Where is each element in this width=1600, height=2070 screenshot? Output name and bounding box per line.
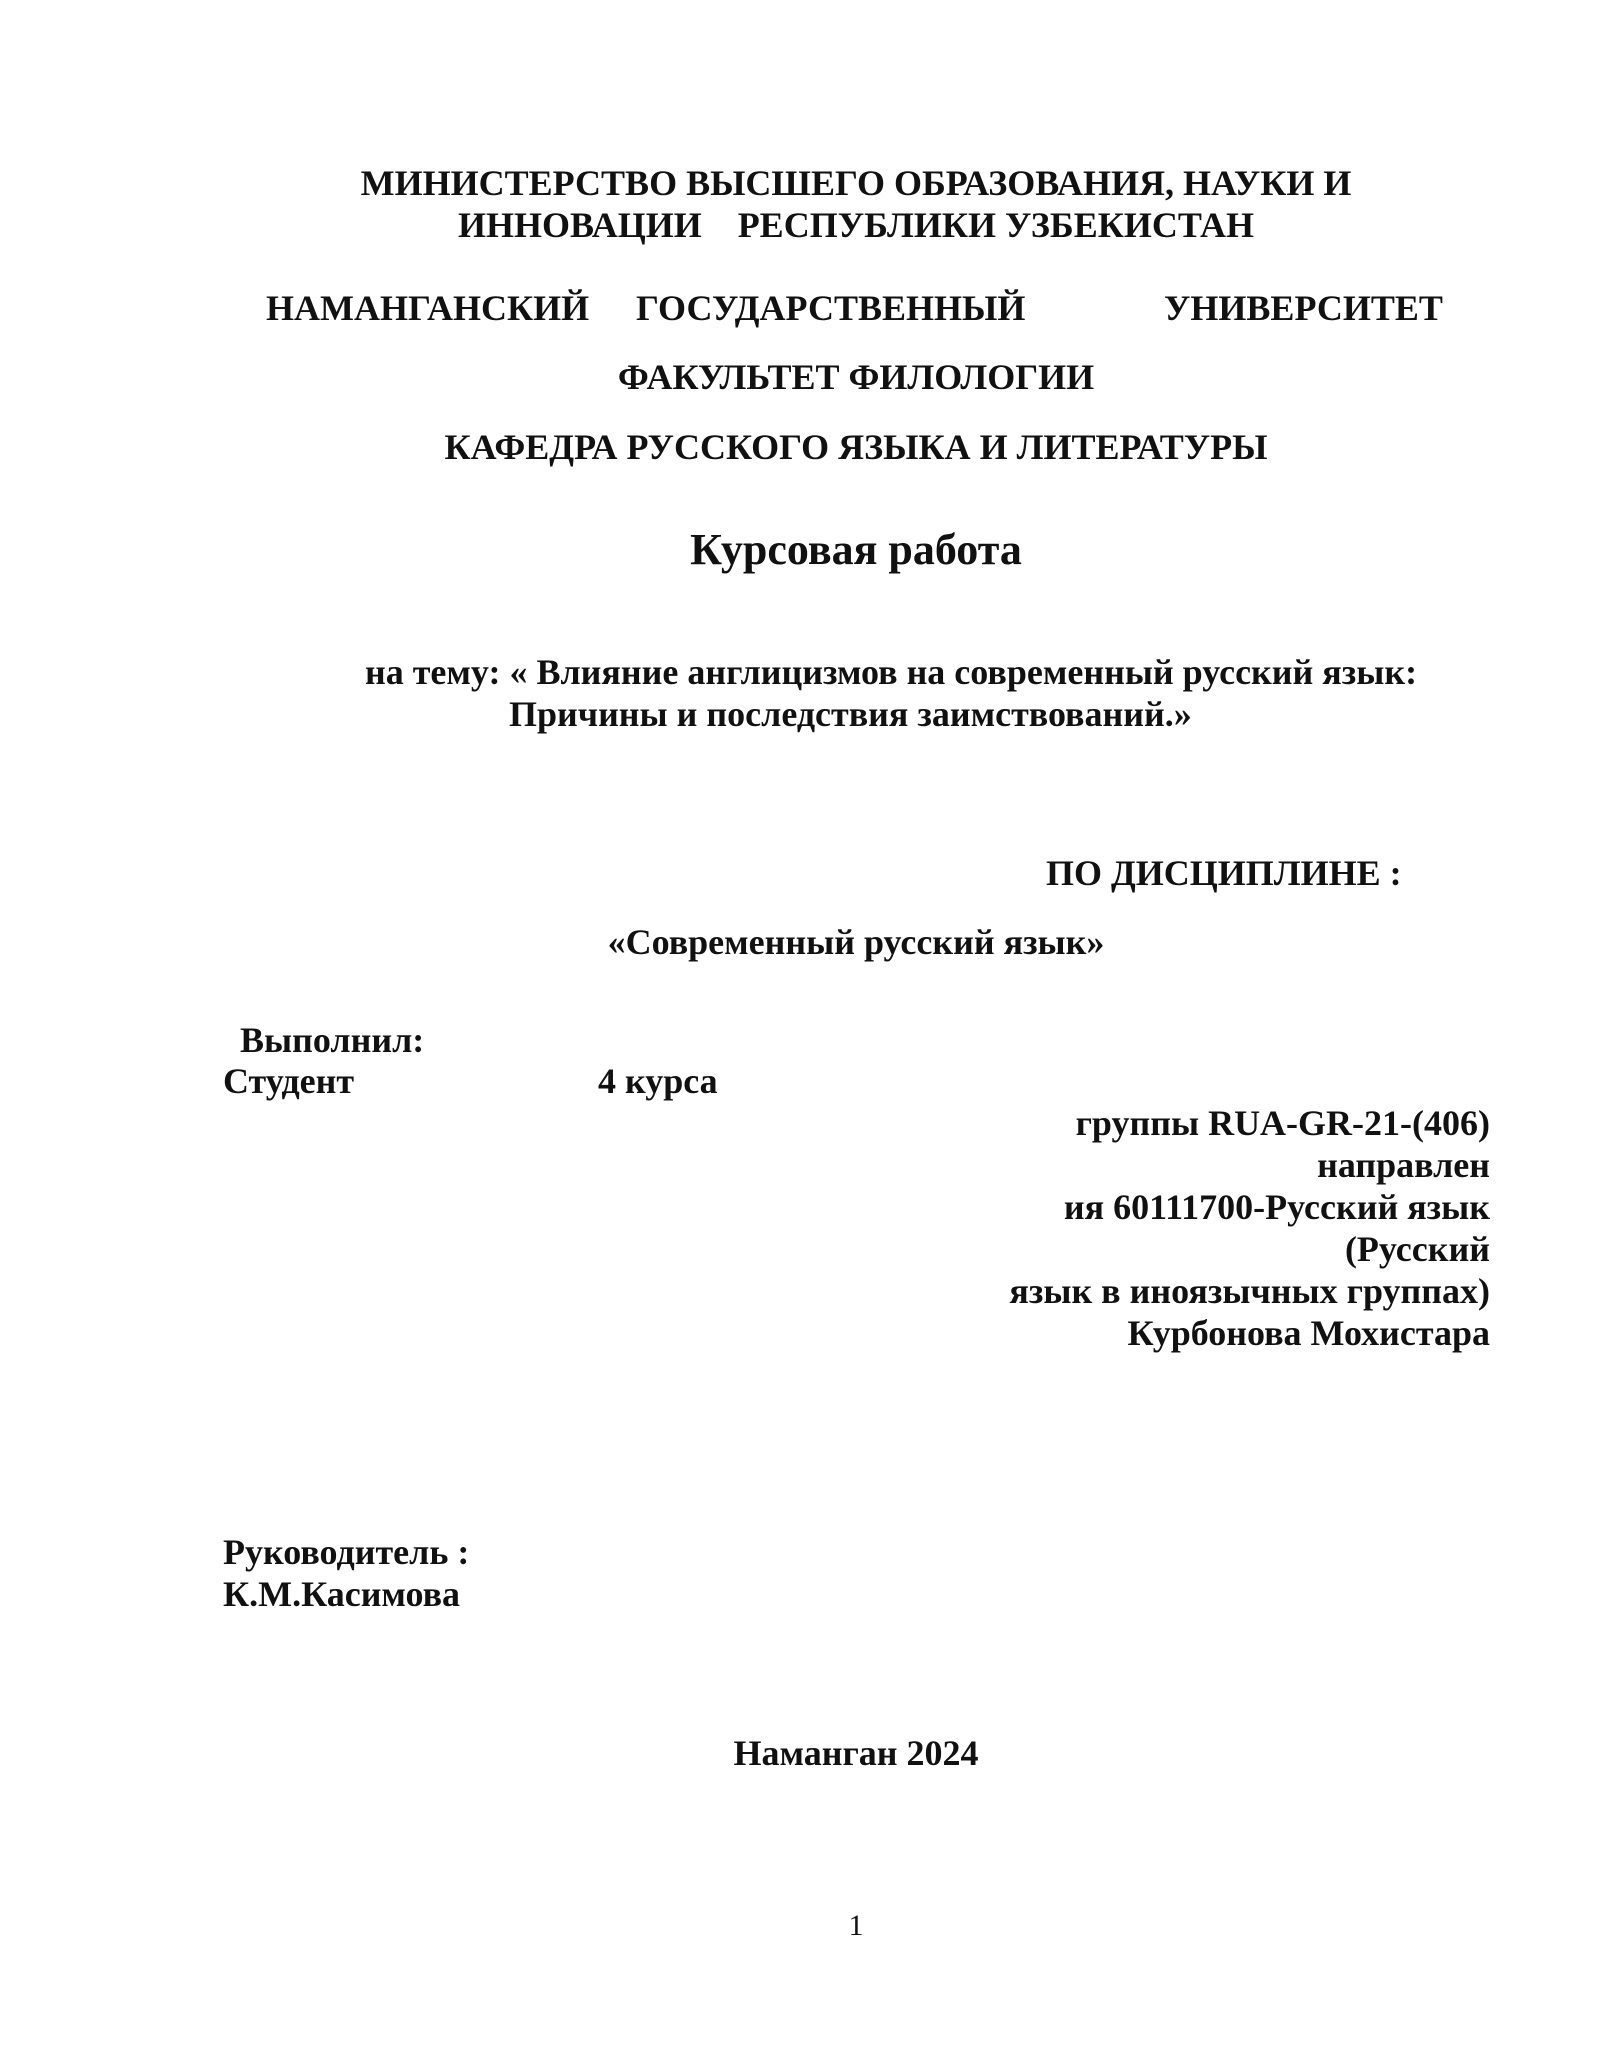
university-name-part-3: УНИВЕРСИТЕТ — [1164, 288, 1443, 328]
department-name: КАФЕДРА РУССКОГО ЯЗЫКА И ЛИТЕРАТУРЫ — [444, 427, 1268, 467]
university-name-part-2: ГОСУДАРСТВЕННЫЙ — [636, 288, 1026, 328]
direction-line-1: направлен — [1317, 1145, 1490, 1185]
city-year: Наманган 2024 — [733, 1733, 979, 1773]
topic-line-2: Причины и последствия заимствований.» — [509, 694, 1192, 734]
student-course: 4 курса — [598, 1061, 718, 1101]
direction-line-4: язык в иноязычных группах) — [1009, 1271, 1490, 1311]
direction-line-3: (Русский — [1344, 1229, 1490, 1269]
ministry-line-2: ИННОВАЦИИ РЕСПУБЛИКИ УЗБЕКИСТАН — [457, 205, 1255, 245]
supervisor-label: Руководитель : — [223, 1532, 470, 1572]
university-name-part-1: НАМАНГАНСКИЙ — [266, 288, 590, 328]
faculty-name: ФАКУЛЬТЕТ ФИЛОЛОГИИ — [617, 357, 1095, 397]
work-type-title: Курсовая работа — [690, 525, 1022, 574]
student-group: группы RUA-GR-21-(406) — [1075, 1103, 1490, 1143]
supervisor-name: К.М.Касимова — [223, 1574, 461, 1614]
direction-line-2: ия 60111700-Русский язык — [1063, 1187, 1490, 1227]
student-name: Курбонова Мохистара — [1127, 1313, 1490, 1353]
topic-line-1: на тему: « Влияние англицизмов на современный русский язык: — [365, 652, 1418, 692]
page-number: 1 — [848, 1909, 864, 1942]
discipline-name: «Современный русский язык» — [607, 922, 1105, 962]
discipline-label: ПО ДИСЦИПЛИНЕ : — [1046, 853, 1402, 893]
ministry-line-1: МИНИСТЕРСТВО ВЫСШЕГО ОБРАЗОВАНИЯ, НАУКИ И — [360, 163, 1352, 203]
author-label: Выполнил: — [240, 1020, 425, 1060]
student-label: Студент — [223, 1061, 355, 1101]
